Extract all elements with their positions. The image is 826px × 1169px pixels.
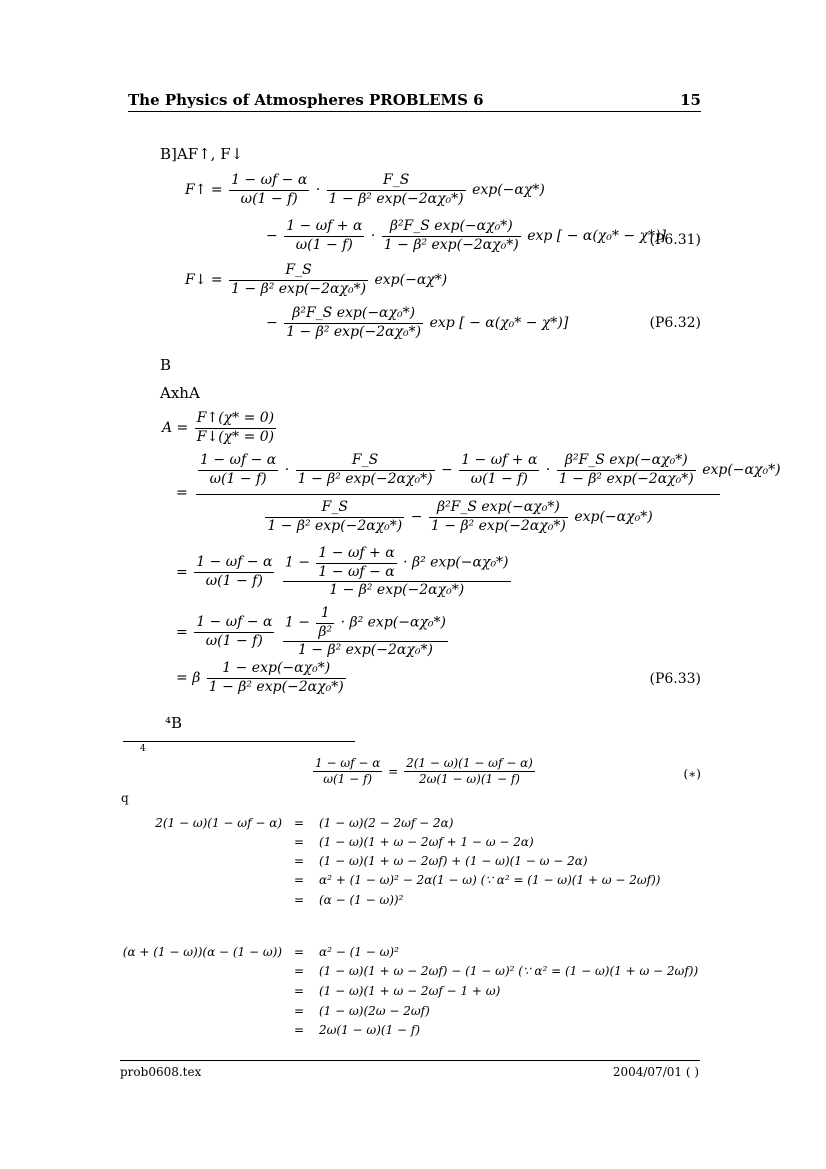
fn-lhs-den: ω(1 − f): [323, 772, 373, 786]
s4-num-b: · β² exp(−αχ₀*): [340, 614, 446, 631]
fn-equals: =: [388, 764, 399, 779]
fup-frac2-den: 1 − β² exp(−2αχ₀*): [328, 190, 464, 207]
s2n-frac2-den: 1 − β² exp(−2αχ₀*): [297, 470, 433, 487]
s2n-frac4-den: 1 − β² exp(−2αχ₀*): [558, 470, 694, 487]
s4-num-a: 1 −: [284, 614, 310, 631]
s2n-frac1-den: ω(1 − f): [209, 470, 267, 487]
fup-frac2-num: F_S: [327, 172, 466, 191]
header-rule: [128, 111, 701, 112]
albedo-step2-denominator: [196, 499, 720, 535]
block1-row-rel: =: [294, 854, 305, 868]
s3-num-a: 1 −: [284, 554, 310, 571]
block1-row-rel: =: [294, 893, 305, 907]
albedo-step4: = $\frac{1 - \omega f - \alpha}{\omega(1 - f)}$ 1 − $\frac{1}{\text{β²}}$ · β² exp(−αχ₀*) 1 − β² exp(−2αχ₀*): [176, 605, 446, 658]
s2n-frac3: [459, 452, 539, 488]
s2n-tail: exp(−αχ₀*): [702, 462, 781, 478]
equation-fup-line2: − $\frac{1 - \omega f + \alpha}{\omega(1 - f)}$ · $\frac{\text{β²F\_S exp(−αχ₀*)}}{\text{1 − β² exp(−2αχ₀*)}}$ exp [ − α(χ₀* − χ*)]: [266, 218, 666, 253]
block1-row-rhs: (1 − ω)(1 + ω − 2ωf) + (1 − ω)(1 − ω − 2α): [319, 854, 588, 868]
block2-row-rel: =: [294, 1004, 305, 1018]
s3-pre-frac: [194, 554, 274, 590]
albedo-definition: [162, 410, 278, 446]
s2n-frac2-num: F_S: [296, 452, 435, 471]
equation-number-p6-31: (P6.31): [649, 232, 701, 248]
footer-filename: prob0608.tex: [120, 1065, 202, 1079]
s2n-frac1: [198, 452, 278, 488]
fup-frac1-den: ω(1 − f): [240, 190, 298, 207]
footer-rule: [120, 1060, 700, 1061]
block2-row-rhs: (1 − ω)(1 + ω − 2ωf − 1 + ω): [319, 984, 501, 998]
footnote-ref: ⁴B: [165, 714, 183, 732]
fdown-tail2: exp [ − α(χ₀* − χ*)]: [429, 315, 569, 331]
block2-row-rhs: (1 − ω)(2ω − 2ωf): [319, 1004, 430, 1018]
footnote-equation: [311, 756, 537, 787]
fdown-frac2-den: 1 − β² exp(−2αχ₀*): [286, 323, 422, 340]
albedo-step2-bar: [196, 494, 720, 495]
s2n-frac2: [296, 452, 435, 488]
block1-row-rel: =: [294, 835, 305, 849]
block1-row-rel: =: [294, 816, 305, 830]
s3-inner-num: 1 − ωf + α: [316, 545, 396, 564]
albedo-lhs: A =: [162, 420, 189, 436]
block2-row-rel: =: [294, 984, 305, 998]
s3-pre-num: 1 − ωf − α: [194, 554, 274, 573]
fn-rhs-frac: [404, 756, 535, 787]
footnote-eq-tag: (∗): [683, 767, 701, 781]
albedo-step3: = $\frac{1 - \omega f - \alpha}{\omega(1 - f)}$ 1 − $\frac{1 - \omega f + \alpha}{1 - \omega f - \alpha}$ · β² exp(−αχ₀*) 1 − β² exp(−2αχ₀*): [176, 545, 509, 598]
s2d-frac2-num: β²F_S exp(−αχ₀*): [429, 499, 568, 518]
fdown-frac1: [229, 262, 368, 298]
s2n-minus: −: [441, 462, 453, 478]
s3-inner-frac: [316, 545, 396, 581]
fup-frac2: [327, 172, 466, 208]
s2d-frac1-num: F_S: [265, 499, 404, 518]
albedo-frac-num: F↑(χ* = 0): [195, 410, 276, 429]
intro-line: B]AF↑, F↓: [160, 145, 244, 163]
s4-inner-den: β²: [318, 623, 333, 640]
fup-frac4-den: 1 − β² exp(−2αχ₀*): [383, 236, 519, 253]
block1-row-rhs: (α − (1 − ω))²: [319, 893, 404, 907]
s2d-frac1: [265, 499, 404, 535]
block2-row-rhs: α² − (1 − ω)²: [319, 945, 399, 959]
s3-main-den: 1 − β² exp(−2αχ₀*): [329, 582, 465, 598]
label-axh: AxhA: [160, 384, 200, 402]
fup-lhs: F↑ =: [185, 182, 223, 198]
fdown-frac2-num: β²F_S exp(−αχ₀*): [284, 305, 423, 324]
footnote-mark: 4: [140, 744, 146, 754]
s2n-frac3-num: 1 − ωf + α: [459, 452, 539, 471]
s2n-frac1-num: 1 − ωf − α: [198, 452, 278, 471]
footnote-rule: [123, 741, 355, 742]
s4-main-den: 1 − β² exp(−2αχ₀*): [297, 642, 433, 658]
albedo-frac: [195, 410, 276, 446]
equation-number-p6-32: (P6.32): [649, 315, 701, 331]
fdown-tail1: exp(−αχ*): [374, 272, 448, 288]
albedo-frac-den: F↓(χ* = 0): [196, 428, 275, 445]
label-b: B: [160, 356, 172, 374]
s4-inner-frac: [316, 605, 334, 641]
s2d-frac2-den: 1 − β² exp(−2αχ₀*): [430, 517, 566, 534]
fup-minus: −: [266, 228, 278, 244]
block2-row-rel: =: [294, 945, 305, 959]
block2-row-rel: =: [294, 1023, 305, 1037]
equation-fdown-line1: [185, 262, 447, 298]
s5-beta: β: [192, 670, 201, 686]
fup-tail1: exp(−αχ*): [472, 182, 545, 198]
albedo-step2-eq: =: [176, 485, 188, 501]
block1-row-rel: =: [294, 873, 305, 887]
fup-frac4: [382, 218, 521, 254]
page-number: 15: [680, 91, 701, 109]
s3-pre-den: ω(1 − f): [205, 572, 263, 589]
fn-rhs-den: 2ω(1 − ω)(1 − f): [418, 772, 520, 786]
footer-date: 2004/07/01 ( ): [612, 1065, 699, 1079]
s2d-frac1-den: 1 − β² exp(−2αχ₀*): [267, 517, 403, 534]
block2-row-rhs: (1 − ω)(1 + ω − 2ωf) − (1 − ω)² (∵ α² = (1 − ω)(1 + ω − 2ωf)): [319, 964, 699, 978]
s4-pre-num: 1 − ωf − α: [194, 614, 274, 633]
equation-number-p6-33: (P6.33): [649, 671, 701, 687]
s4-pre-frac: [194, 614, 274, 650]
fdown-lhs: F↓ =: [185, 272, 223, 288]
s3-num-b: · β² exp(−αχ₀*): [403, 554, 509, 571]
fdown-minus: −: [266, 315, 278, 331]
s4-main-frac: [283, 605, 448, 660]
header-title: The Physics of Atmospheres PROBLEMS 6: [128, 91, 484, 109]
block2-row-rhs: 2ω(1 − ω)(1 − f): [319, 1023, 421, 1037]
s5-den: 1 − β² exp(−2αχ₀*): [208, 678, 344, 695]
s3-main-num: [283, 545, 511, 582]
s2n-frac4-num: β²F_S exp(−αχ₀*): [557, 452, 696, 471]
fup-frac4-num: β²F_S exp(−αχ₀*): [382, 218, 521, 237]
block1-row-rhs: α² + (1 − ω)² − 2α(1 − ω) (∵ α² = (1 − ω)(1 + ω − 2ωf)): [319, 873, 661, 887]
s2d-minus: −: [410, 509, 423, 525]
fup-frac3: [284, 218, 364, 254]
fn-rhs-num: 2(1 − ω)(1 − ωf − α): [406, 756, 533, 770]
fdown-frac1-den: 1 − β² exp(−2αχ₀*): [231, 280, 367, 297]
fdown-frac2: [284, 305, 423, 341]
block1-row-lhs: 2(1 − ω)(1 − ωf − α): [155, 816, 282, 830]
s3-inner-den: 1 − ωf − α: [318, 563, 395, 580]
block1-row-rhs: (1 − ω)(2 − 2ωf − 2α): [319, 816, 454, 830]
s4-pre-den: ω(1 − f): [205, 632, 263, 649]
s4-main-num: [283, 605, 448, 642]
s5-num: 1 − exp(−αχ₀*): [207, 660, 346, 679]
block2-row-lhs: (α + (1 − ω))(α − (1 − ω)): [122, 945, 282, 959]
s2n-frac4: [557, 452, 696, 488]
albedo-step5: = β $\frac{\text{1 − exp(−αχ₀*)}}{\text{1 − β² exp(−2αχ₀*)}}$: [176, 660, 344, 695]
equation-fup-line1: F↑ = $\frac{1 - \omega f - \alpha}{\omega(1 - f)}$ · $\frac{F\_S}{\text{1 − β² exp(−2αχ₀*)}}$ exp(−αχ*): [185, 172, 545, 207]
fup-tail2: exp [ − α(χ₀* − χ*)]: [527, 228, 666, 244]
s4-inner-num: 1: [316, 605, 334, 624]
fn-lhs-frac: [313, 756, 382, 787]
fup-frac1-num: 1 − ωf − α: [229, 172, 309, 191]
albedo-step2-numerator: $\frac{1 - \omega f - \alpha}{\omega(1 - f)}$ · $\frac{F\_S}{\text{1 − β² exp(−2αχ₀*)}}$ − $\frac{1 - \omega f + \alpha}{\omega(1 - f)}$ · $\frac{\text{β²F\_S exp(−αχ₀*)}}{\text{1 − β² exp(−2αχ₀*)}}$ exp(−αχ₀*): [200, 452, 781, 487]
block1-row-rhs: (1 − ω)(1 + ω − 2ωf + 1 − ω − 2α): [319, 835, 534, 849]
s2n-frac3-den: ω(1 − f): [470, 470, 528, 487]
block2-row-rel: =: [294, 964, 305, 978]
s2d-tail: exp(−αχ₀*): [574, 509, 653, 525]
footnote-q-label: q: [121, 791, 129, 805]
equation-fdown-line2: [266, 305, 568, 341]
fn-lhs-num: 1 − ωf − α: [315, 756, 381, 770]
fup-frac1: [229, 172, 309, 208]
s2d-frac2: [429, 499, 568, 535]
fup-frac3-num: 1 − ωf + α: [284, 218, 364, 237]
fdown-frac1-num: F_S: [229, 262, 368, 281]
fup-frac3-den: ω(1 − f): [295, 236, 353, 253]
s5-frac: [207, 660, 346, 696]
s3-main-frac: [283, 545, 511, 600]
